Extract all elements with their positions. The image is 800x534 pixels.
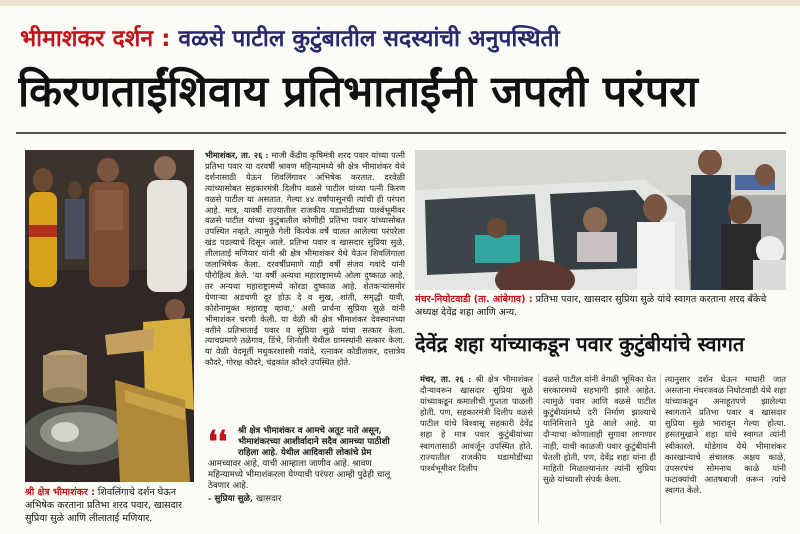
column-divider [538, 374, 539, 524]
article-second-column-1 [420, 374, 533, 474]
kicker-separator: : [161, 26, 171, 52]
pull-quote [208, 426, 404, 505]
kicker-headline [20, 25, 790, 53]
kicker-place: भीमाशंकर दर्शन [20, 26, 154, 52]
quote-text: श्री क्षेत्र भीमाशंकर व आमचे अतूट नाते असून, भीमाशंकरच्या आशीर्वादाने सदैव आमच्या पाठीशी राहिला आहे. येथील आदिवासी लोकांचे प्रेम [238, 426, 390, 458]
photo-left-caption [25, 486, 197, 525]
article-second-col3-text: त्यानुसार दर्शन घेऊन माघारी जात असताना मंचरजवळ निघोटवाडी येथे शहा यांच्याकडून अनाहूतपणे झालेल्या स्वागताने प्रतिभा पवार व खासदार सुप्रिया सुळे भारावून गेल्या होत्या. हसतमुखाने शहा यांचे स्वागत त्यांनी स्वीकारले. थोडेगाव येथे भीमाशंकर कारखान्याचे संचालक अक्षय काळे, उपसरपंच सोमनाथ काळे यांनी फटाक्यांची आतषबाजी करून त्यांचे स्वागत केले. [665, 374, 786, 495]
quote-byline [208, 494, 404, 505]
quote-role: खासदार [256, 494, 282, 504]
kicker-text: वळसे पाटील कुटुंबातील सदस्यांची अनुपस्थिती [178, 26, 560, 52]
caption-left-place: श्री क्षेत्र भीमाशंकर : [25, 487, 95, 498]
photo-temple-abhishek [25, 150, 194, 482]
photo-right-caption [415, 293, 787, 319]
headline-divider [16, 132, 786, 134]
article-second-column-2 [543, 374, 656, 485]
caption-left-text: शिवलिंगाचे दर्शन घेऊन अभिषेक करताना प्रतिभा शरद पवार, खासदार सुप्रिया सुळे आणि लीलाताई मणियार. [25, 487, 182, 524]
article-main-body: माजी केंद्रीय कृषिमंत्री शरद पवार यांच्या पत्नी प्रतिभा पवार या दरवर्षी श्रावण महिन्यामध्ये श्री क्षेत्र भीमाशंकर येथे दर्शनासाठी येऊन शिवलिंगावर अभिषेक करतात. दरवेळी त्यांच्यासोबत सहकारमंत्री दिलीप वळसे पाटील यांच्या पत्नी किरण वळसे पाटील या असतात. गेल्या ४४ वर्षांपासूनची त्यांची ही परंपरा आहे. मात्र, यावर्षी राज्यातील राजकीय घडामोडीच्या पार्श्वभूमीवर वळसे पाटील यांच्या कुटुंबातील कोणीही प्रतिभा पवार यांच्यासोबत उपस्थित नव्हते. त्यामुळे गेली कित्येक वर्षे चालत आलेल्या परंपरेला खंड पडल्याचे दिसून आले. प्रतिभा पवार व खासदार सुप्रिया सुळे, लीलाताई मणियार यांनी श्री क्षेत्र भीमाशंकर येथे येऊन शिवलिंगाला जलाभिषेक केला. दरवर्षीप्रमाणे याही वर्षी संजय गवांदे यांनी पौरोहित्य केले. 'या वर्षी अन्यथा महाराष्ट्रामध्ये ओला दुष्काळ आहे, तर अन्यथा महाराष्ट्रामध्ये कोरडा दुष्काळ आहे. शेतकऱ्यांसमोर येणाऱ्या अडचणी दूर होऊ दे व सुख, शांती, समृद्धी यावी, कोरोनामुक्त महाराष्ट्र व्हावा,' अशी प्रार्थना सुप्रिया सुळे यांनी भीमाशंकर चरणी केली. या वेळी श्री क्षेत्र भीमाशंकर देवस्थानच्या वतीने प्रतिभाताई पवार व सुप्रिया सुळे यांचा सत्कार केला. त्याचप्रमाणे तळेगाव, डिंभे, शिनोली येथील ग्रामस्थांनी सत्कार केला. या वेळी वेदमूर्ती मधुकरशास्त्री गवांदे, रत्नाकर कोडीलकर, दत्तात्रेय कौदरे, गोरक्ष कौदरे, चंद्रकांत कौदरे उपस्थित होते. [205, 150, 405, 368]
article-second-col1-text: श्री क्षेत्र भीमाशंकर दौऱ्यावरून खासदार सुप्रिया सुळे यांच्याकडून कमालीची गुप्तता पाळली होती. पण, सहकारमंत्री दिलीप वळसे पाटील यांचे विश्वासू सहकारी देवेंद्र शहा हे मात्र पवार कुटुंबीयांच्या स्वागतासाठी आवर्जून उपस्थित होते. राज्यातील राजकीय घडामोडींच्या पार्श्वभूमीवर दिलीप [420, 374, 534, 473]
article-second-dateline: मंचर, ता. २६ : [420, 374, 472, 384]
quote-author: - सुप्रिया सुळे, [208, 494, 254, 504]
article-second-column-3 [665, 374, 786, 496]
main-headline: किरणताईंशिवाय प्रतिभाताईंनी जपली परंपरा [18, 67, 698, 117]
column-divider [660, 374, 661, 524]
caption-right-place: मंचर-निघोटवाडी (ता. आंबेगाव) : [415, 294, 533, 305]
top-strip [0, 0, 800, 6]
article-main-column [205, 150, 405, 368]
caption-right-text: प्रतिभा पवार, खासदार सुप्रिया सुळे यांचे स्वागत करताना शरद बँकेचे अध्यक्ष देवेंद्र शहा आणि अन्य. [415, 294, 767, 318]
quote-mark-icon: ❛❛ [208, 425, 228, 460]
quote-tail: आमच्यावर आहे, याची आम्हाला जाणीव आहे. श्रावण महिन्यामध्ये भीमाशंकरला येण्याची परंपरा आम्ही पुढेही चालू ठेवणार आहे. [208, 459, 391, 491]
article-main-dateline: भीमाशंकर, ता. २६ : [205, 150, 269, 160]
sub-headline: देवेंद्र शहा यांच्याकडून पवार कुटुंबीयांचे स्वागत [415, 332, 745, 356]
photo-car-welcome [415, 150, 786, 290]
article-second-col2-text: वळसे पाटील यांनी वेगळी भूमिका घेत सरकारमध्ये सहभागी झाले आहेत. त्यामुळे पवार आणि वळसे पाटील कुटुंबीयांमध्ये दरी निर्माण झाल्याचे यानिमित्ताने पुढे आले आहे. या दौऱ्याचा कोणालाही सुगावा लागणार नाही, याची काळजी पवार कुटुंबीयांनी घेतली होती. पण, देवेंद्र शहा यांना ही माहिती मिळाल्यानंतर त्यांनी सुप्रिया सुळे यांच्याशी संपर्क केला. [543, 374, 656, 484]
